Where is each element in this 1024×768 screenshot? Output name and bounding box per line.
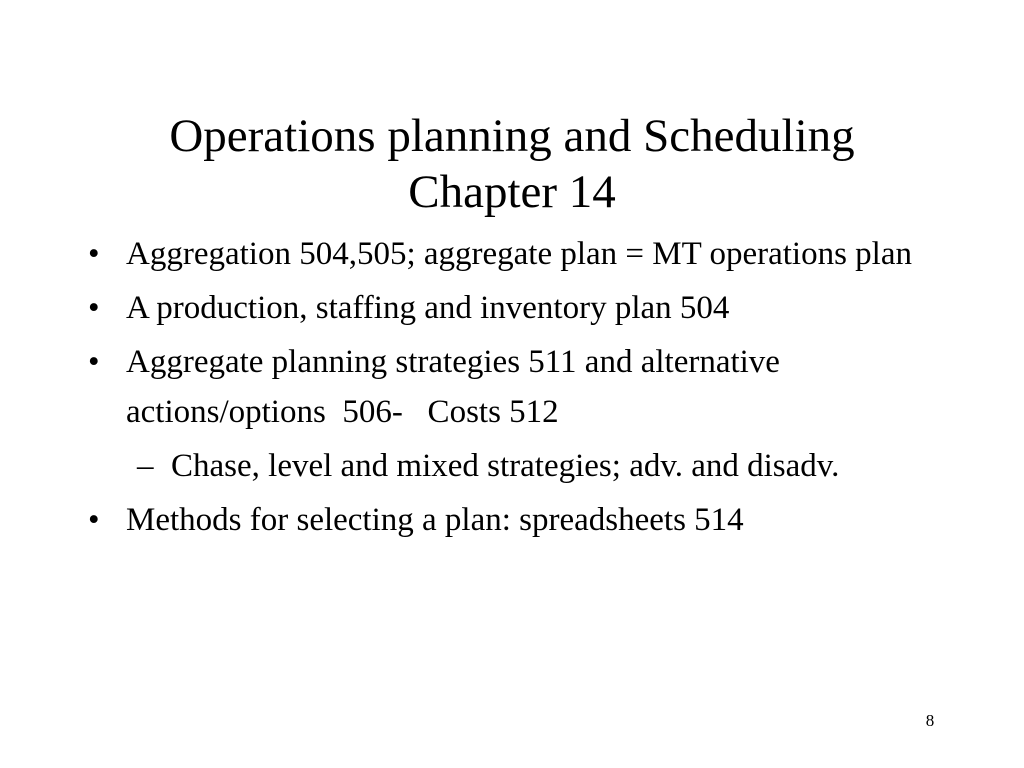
sub-bullet-item-1	[0, 441, 891, 491]
bullet-marker: •	[88, 290, 100, 326]
slide-title	[0, 108, 1024, 220]
bullet-text: Aggregation 504,505; aggregate plan = MT operations plan	[126, 236, 912, 272]
bullet-text: Aggregate planning strategies 511 and alternative actions/options 506- Costs 512	[126, 344, 789, 430]
bullet-item-1	[0, 229, 926, 279]
bullet-marker: •	[88, 344, 100, 380]
bullet-marker: •	[88, 236, 100, 272]
bullet-item-4	[0, 495, 926, 545]
bullet-list	[0, 229, 1024, 549]
sub-bullet-text: Chase, level and mixed strategies; adv. and disadv.	[171, 448, 840, 484]
bullet-item-3	[0, 337, 926, 437]
slide-title-line-2: Chapter 14	[408, 166, 616, 218]
bullet-text: A production, staffing and inventory plan 504	[126, 290, 730, 326]
sub-bullet-marker: –	[137, 448, 154, 484]
bullet-item-2	[0, 283, 926, 333]
slide-title-line-1: Operations planning and Scheduling	[169, 110, 855, 162]
page-number: 8	[925, 711, 935, 730]
bullet-text: Methods for selecting a plan: spreadsheets 514	[126, 502, 744, 538]
bullet-marker: •	[88, 502, 100, 538]
